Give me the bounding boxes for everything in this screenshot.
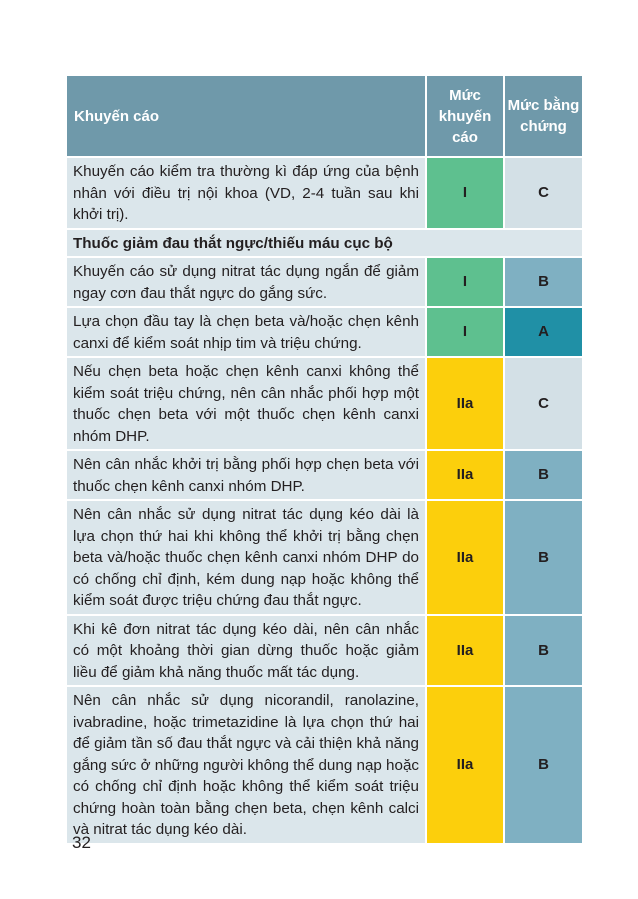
level-cell: B [503, 616, 582, 688]
level-cell: C [503, 158, 582, 230]
level-cell: B [503, 687, 582, 845]
header-class: Mức khuyến cáo [425, 76, 503, 158]
recommendation-text: Nếu chẹn beta hoặc chẹn kênh canxi không thể kiểm soát triệu chứng, nên cân nhắc phối hợp một thuốc chẹn beta với một thuốc chẹn kênh canxi nhóm DHP. [67, 358, 425, 451]
level-cell: C [503, 358, 582, 451]
class-cell: IIa [425, 358, 503, 451]
table-row [67, 158, 582, 230]
class-cell: I [425, 258, 503, 308]
table-row [67, 308, 582, 358]
table-row [67, 258, 582, 308]
table-header-row [67, 76, 582, 158]
table-row [67, 358, 582, 451]
section-row [67, 230, 582, 259]
level-cell: B [503, 501, 582, 616]
recommendation-text: Nên cân nhắc sử dụng nitrat tác dụng kéo dài là lựa chọn thứ hai khi không thể khởi trị bằng chẹn beta và/hoặc thuốc chẹn kênh canxi nhóm DHP do có chống chỉ định, kém dung nạp hoặc không thể kiểm soát được triệu chứng đau thắt ngực. [67, 501, 425, 616]
recommendation-text: Khuyến cáo sử dụng nitrat tác dụng ngắn để giảm ngay cơn đau thắt ngực do gắng sức. [67, 258, 425, 308]
table-row [67, 501, 582, 616]
class-cell: IIa [425, 616, 503, 688]
recommendation-table [67, 76, 582, 845]
header-level: Mức bằng chứng [503, 76, 582, 158]
class-cell: IIa [425, 501, 503, 616]
table-row [67, 451, 582, 501]
class-cell: I [425, 308, 503, 358]
recommendation-text: Nên cân nhắc sử dụng nicorandil, ranolazine, ivabradine, hoặc trimetazidine là lựa chọn thứ hai để giảm tần số đau thắt ngực và cải thiện khả năng gắng sức ở những người không thể dung nạp hoặc có chống chỉ định hoặc không thể kiểm soát triệu chứng hoàn toàn bằng chẹn beta, chẹn kênh calci và nitrat tác dụng kéo dài. [67, 687, 425, 845]
level-cell: A [503, 308, 582, 358]
class-cell: IIa [425, 451, 503, 501]
recommendation-text: Nên cân nhắc khởi trị bằng phối hợp chẹn beta với thuốc chẹn kênh canxi nhóm DHP. [67, 451, 425, 501]
recommendation-text: Lựa chọn đầu tay là chẹn beta và/hoặc chẹn kênh canxi để kiểm soát nhịp tim và triệu chứng. [67, 308, 425, 358]
section-heading: Thuốc giảm đau thắt ngực/thiếu máu cục bộ [67, 230, 582, 259]
level-cell: B [503, 451, 582, 501]
recommendation-text: Khi kê đơn nitrat tác dụng kéo dài, nên cân nhắc có một khoảng thời gian dừng thuốc hoặc giảm liều để giảm khả năng thuốc mất tác dụng. [67, 616, 425, 688]
class-cell: I [425, 158, 503, 230]
level-cell: B [503, 258, 582, 308]
header-recommendation: Khuyến cáo [67, 76, 425, 158]
class-cell: IIa [425, 687, 503, 845]
recommendation-text: Khuyến cáo kiểm tra thường kì đáp ứng của bệnh nhân với điều trị nội khoa (VD, 2-4 tuần sau khi khởi trị). [67, 158, 425, 230]
table-row [67, 687, 582, 845]
page-number: 32 [72, 833, 91, 852]
table-row [67, 616, 582, 688]
